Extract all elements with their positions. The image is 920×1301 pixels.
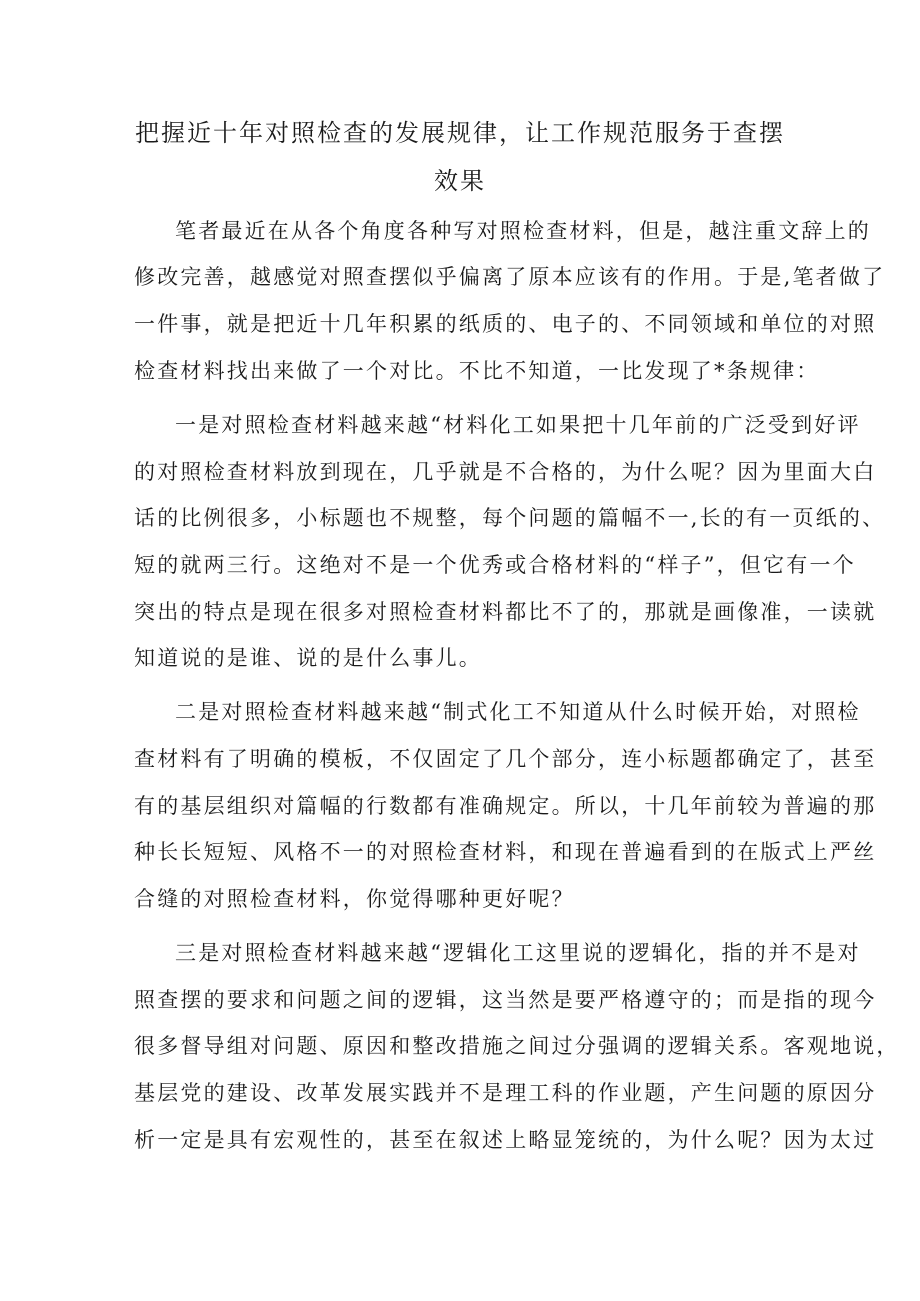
paragraph-3-line-2: 查材料有了明确的模板，不仅固定了几个部分，连小标题都确定了，甚至 <box>134 747 877 771</box>
document-title-line-1: 把握近十年对照检查的发展规律，让工作规范服务于查摆 <box>135 119 785 147</box>
paragraph-3-line-1: 二是对照检查材料越来越“制式化工不知道从什么时候开始，对照检 <box>175 700 861 724</box>
paragraph-1-line-1: 笔者最近在从各个角度各种写对照检查材料，但是，越注重文辞上的 <box>175 219 871 243</box>
paragraph-2-line-3: 话的比例很多，小标题也不规整，每个问题的篇幅不一,长的有一页纸的、 <box>134 506 886 530</box>
paragraph-3-line-5: 合缝的对照检查材料，你觉得哪种更好呢？ <box>134 887 575 911</box>
paragraph-4-line-1: 三是对照检查材料越来越“逻辑化工这里说的逻辑化，指的并不是对 <box>175 941 861 965</box>
paragraph-2-line-6: 知道说的是谁、说的是什么事儿。 <box>134 646 482 670</box>
paragraph-4-line-5: 析一定是具有宏观性的，甚至在叙述上略显笼统的，为什么呢？因为太过 <box>134 1128 877 1152</box>
paragraph-1-line-2: 修改完善，越感觉对照查摆似乎偏离了原本应该有的作用。于是,笔者做了 <box>134 265 886 289</box>
paragraph-4-line-3: 很多督导组对问题、原因和整改措施之间过分强调的逻辑关系。客观地说， <box>134 1034 900 1058</box>
paragraph-1-line-3: 一件事，就是把近十几年积累的纸质的、电子的、不同领域和单位的对照 <box>134 312 877 336</box>
paragraph-3-line-4: 种长长短短、风格不一的对照检查材料，和现在普遍看到的在版式上严丝 <box>134 840 877 864</box>
paragraph-2-line-1: 一是对照检查材料越来越“材料化工如果把十几年前的广泛受到好评 <box>175 413 861 437</box>
paragraph-2-line-5: 突出的特点是现在很多对照检查材料都比不了的，那就是画像准，一读就 <box>134 600 877 624</box>
document-title-line-2: 效果 <box>434 167 486 195</box>
paragraph-2-line-4: 短的就两三行。这绝对不是一个优秀或合格材料的“样子”，但它有一个 <box>134 553 856 577</box>
paragraph-4-line-2: 照查摆的要求和问题之间的逻辑，这当然是要严格遵守的；而是指的现今 <box>134 988 877 1012</box>
paragraph-3-line-3: 有的基层组织对篇幅的行数都有准确规定。所以，十几年前较为普遍的那 <box>134 794 877 818</box>
paragraph-4-line-4: 基层党的建设、改革发展实践并不是理工科的作业题，产生问题的原因分 <box>134 1081 877 1105</box>
paragraph-1-line-4: 检查材料找出来做了一个对比。不比不知道，一比发现了*条规律： <box>134 359 820 383</box>
paragraph-2-line-2: 的对照检查材料放到现在，几乎就是不合格的，为什么呢？因为里面大白 <box>134 460 877 484</box>
